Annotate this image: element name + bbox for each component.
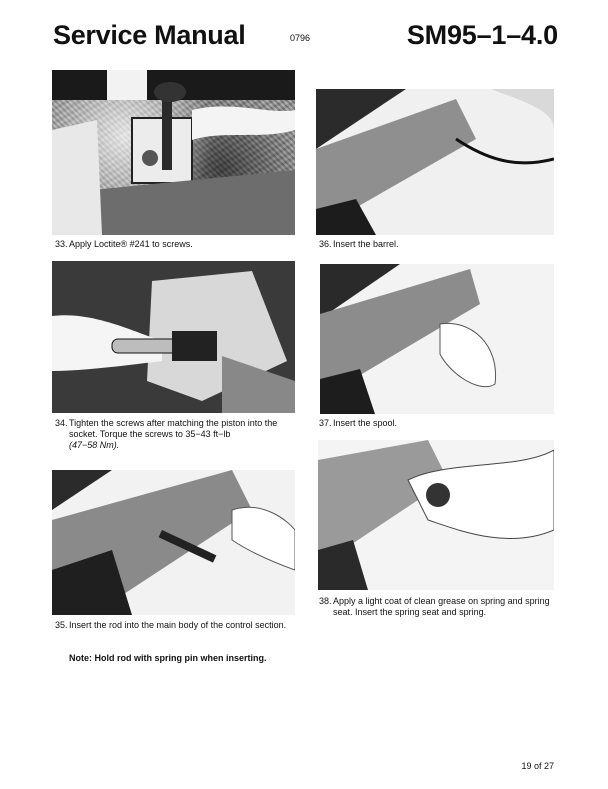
step-34-torque-metric: (47−58 Nm). xyxy=(69,440,120,450)
step-34-text: Tighten the screws after matching the piston into the socket. Torque the screws to 35−43 ft−lb xyxy=(69,418,278,439)
step-33-caption xyxy=(55,239,300,250)
step-36-photo xyxy=(316,89,554,235)
page-number: 19 of 27 xyxy=(521,761,554,771)
step-38-photo xyxy=(318,440,554,590)
step-36-text: Insert the barrel. xyxy=(333,239,399,249)
step-35-number: 35. xyxy=(55,620,68,630)
step-38-caption xyxy=(319,596,559,618)
step-37-caption xyxy=(319,418,559,429)
step-33-photo xyxy=(52,70,295,235)
step-36-caption xyxy=(319,239,559,250)
step-35-text: Insert the rod into the main body of the control section. xyxy=(69,620,287,630)
document-number: SM95–1–4.0 xyxy=(406,20,558,50)
step-33-number: 33. xyxy=(55,239,68,249)
step-34-number: 34. xyxy=(55,418,68,428)
step-38-text: Apply a light coat of clean grease on spring and spring seat. Insert the spring seat and spring. xyxy=(333,596,550,617)
step-34-photo xyxy=(52,261,295,413)
step-37-number: 37. xyxy=(319,418,332,428)
step-35-photo xyxy=(52,470,295,615)
step-37-text: Insert the spool. xyxy=(333,418,398,428)
step-38-number: 38. xyxy=(319,596,332,606)
step-34-caption xyxy=(55,418,300,451)
step-35-note: Note: Hold rod with spring pin when inserting. xyxy=(69,653,267,663)
manual-title: Service Manual xyxy=(53,20,246,50)
step-37-photo xyxy=(320,264,554,414)
step-33-text: Apply Loctite® #241 to screws. xyxy=(69,239,193,249)
step-35-caption xyxy=(55,620,300,631)
revision-code: 0796 xyxy=(290,33,311,43)
step-36-number: 36. xyxy=(319,239,332,249)
